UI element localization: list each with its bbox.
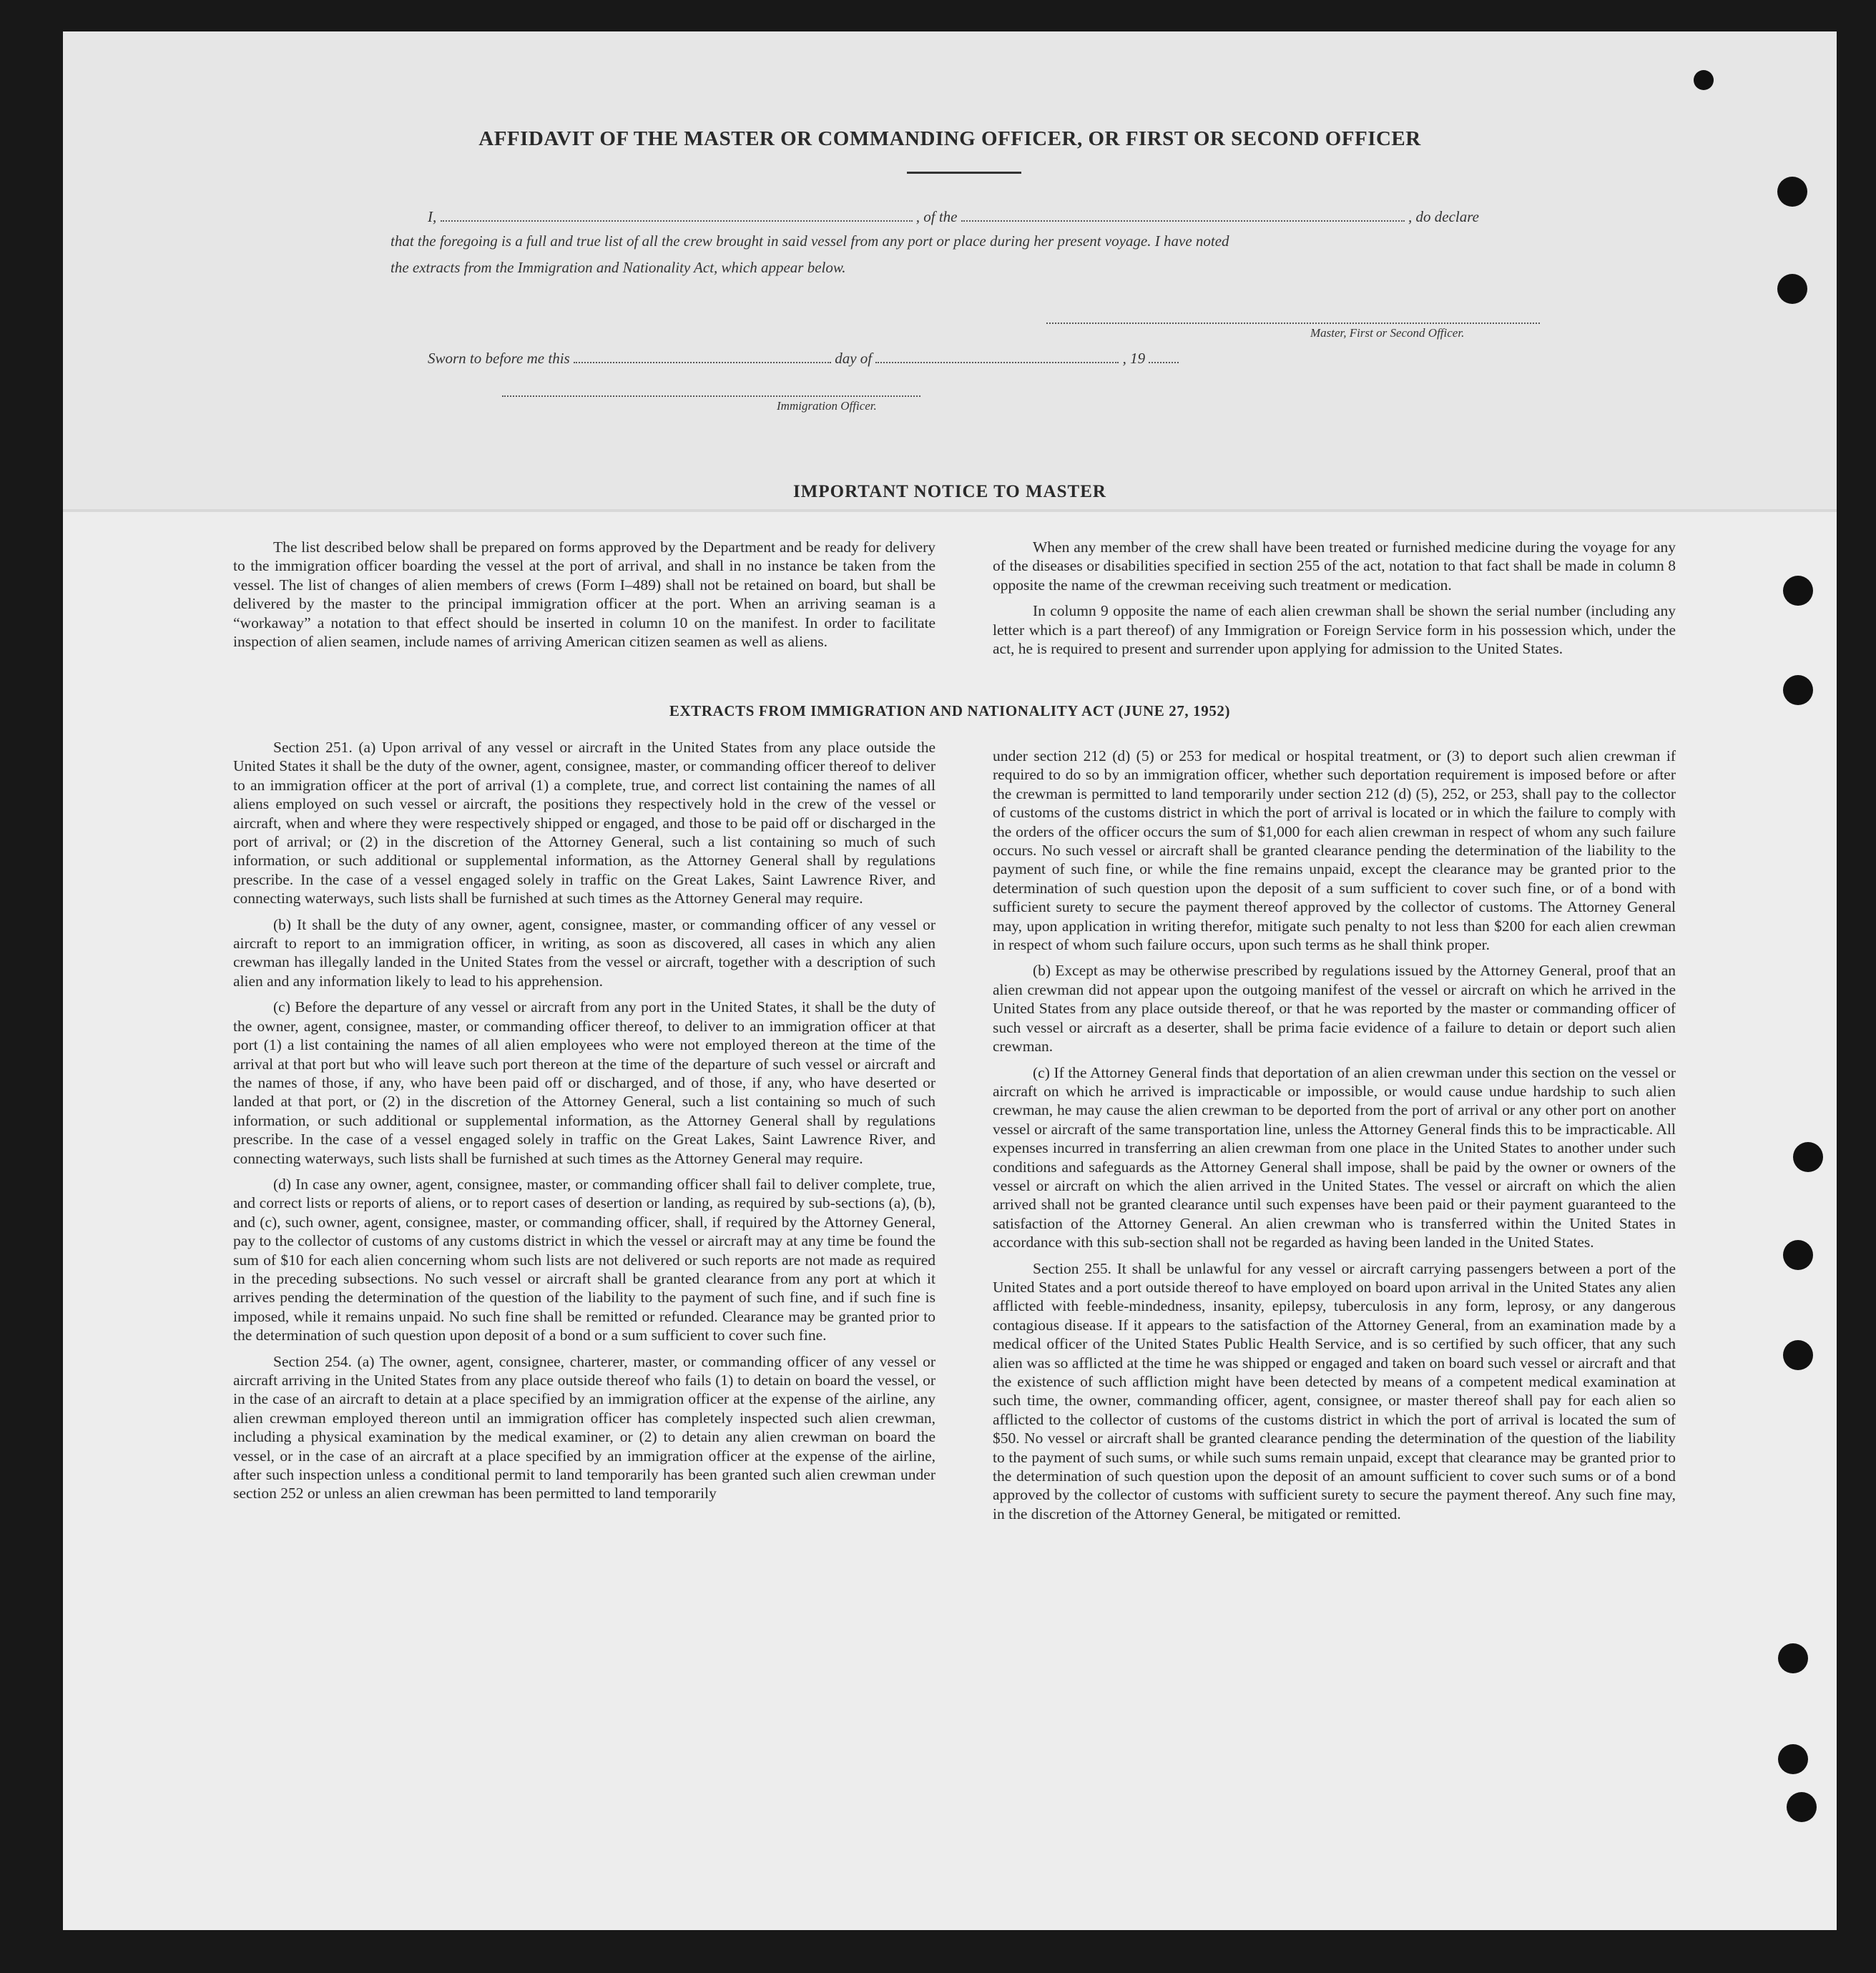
extracts-left-column [233, 738, 935, 1510]
binder-hole-icon [1783, 576, 1813, 606]
affidavit-line-2: that the foregoing is a full and true list of all the crew brought in said vessel from any port or place during her present voyage. I have noted [391, 232, 1229, 250]
sworn-month-field[interactable] [875, 346, 1119, 363]
extract-paragraph: Section 255. It shall be unlawful for any vessel or aircraft carrying passengers between a port of the United States and a port outside thereof to have employed on board upon arrival in the United States any alien afflicted with feeble-mindedness, insanity, epilepsy, tuberculosis in any form, leprosy, or any dangerous contagious disease. If it appears to the satisfaction of the Attorney General, from an examination made by a medical officer of the United States Public Health Service, and is so certified by such officer, that any such alien was so afflicted at the time he was shipped or engaged and taken on board such vessel or aircraft and that the existence of such affliction might have been detected by means of a competent medical examination at such time, the owner, commanding officer, agent, consignee, or master thereof shall pay for each alien so afflicted to the collector of customs of the customs district in which the port of arrival is located the sum of $50. No vessel or aircraft shall be granted clearance pending the determination of the question of the liability to the payment of such sums, or while such sums remain unpaid, except that clearance may be granted prior to the determination of such question upon the deposit of an amount sufficient to cover such sums or of a bond approved by the collector of customs with sufficient surety to secure the payment thereof. Any such fine may, in the discretion of the Attorney General, be mitigated or remitted. [993, 1259, 1676, 1522]
sworn-day-field[interactable] [574, 346, 831, 363]
notice-left-paragraph: The list described below shall be prepared on forms approved by the Department and be ready for delivery to the immigration officer boarding the vessel at the port of arrival, and shall in no instance be taken from the vessel. The list of changes of alien members of crews (Form I–489) shall not be retained on board, but shall be delivered by the master to the principal immigration officer at the port. When an arriving seaman is a “workaway” a notation to that effect should be inserted in column 10 on the manifest. In order to facilitate inspection of alien seamen, include names of arriving American citizen seamen as well as aliens. [233, 538, 935, 651]
notice-left-column [233, 538, 935, 658]
binder-hole-icon [1778, 1643, 1808, 1673]
master-signature-label: Master, First or Second Officer. [1310, 326, 1465, 340]
officer-signature-line[interactable] [502, 395, 920, 397]
extracts-heading: EXTRACTS FROM IMMIGRATION AND NATIONALITY ACT (JUNE 27, 1952) [669, 702, 1231, 719]
binder-hole-icon [1783, 1240, 1813, 1270]
line1-declare: , do declare [1408, 208, 1479, 225]
affidavit-line-1 [428, 205, 1593, 226]
year-text: , 19 [1122, 350, 1146, 367]
name-field[interactable] [441, 205, 913, 222]
sworn-line [428, 346, 1357, 368]
extract-paragraph: Section 251. (a) Upon arrival of any vessel or aircraft in the United States from any place outside the United States it shall be the duty of the owner, agent, consignee, master, or commanding officer thereof to deliver to an immigration officer at the port of arrival (1) a complete, true, and correct list containing the names of all aliens employed on such vessel or aircraft, the positions they respectively hold in the crew of the vessel or aircraft, when and where they were respectively shipped or engaged, and those to be paid off or discharged in the port of arrival; or (2) in the discretion of the Attorney General, such a list containing so much of such information, or such additional or supplemental information, as the Attorney General shall by regulations prescribe. In the case of a vessel engaged solely in traffic on the Great Lakes, Saint Lawrence River, and connecting waterways, such lists shall be furnished at such times as the Attorney General may require. [233, 739, 935, 907]
line1-of-the: , of the [915, 208, 958, 225]
extract-paragraph: (d) In case any owner, agent, consignee, master, or commanding officer shall fail to deliver complete, true, and correct lists or reports of aliens, or to report cases of desertion or landing, as required by sub-sections (a), (b), and (c), such owner, agent, consignee, master, or commanding officer, shall, if required by the Attorney General, pay to the collector of customs of any customs district in which the vessel or aircraft may at any time be found the sum of $10 for each alien concerning whom such lists are not delivered or such reports are not made as required in the preceding subsections. No such vessel or aircraft shall be granted clearance from any port at which it arrives pending the determination of the question of the liability to the payment of such fine, and if such fine is imposed, while it remains unpaid. No such fine shall be remitted or refunded. Clearance may be granted prior to the determination of such question upon deposit of a bond or a sum sufficient to cover such fine. [233, 1175, 935, 1344]
notice-right-paragraph-2: In column 9 opposite the name of each alien crewman shall be shown the serial number (including any letter which is a part thereof) of any Immigration or Foreign Service form in his possession which, under the act, he is required to present and surrender upon applying for admission to the United States. [993, 602, 1676, 658]
extract-paragraph: Section 254. (a) The owner, agent, consignee, charterer, master, or commanding officer of any vessel or aircraft arriving in the United States from any place outside thereof who fails (1) to detain on board the vessel, or in the case of an aircraft to detain at a place specified by an immigration officer at the expense of the airline, any alien crewman employed thereon until an immigration officer has completely inspected such alien crewman, including a physical examination by the medical examiner, or (2) to detain any alien crewman on board the vessel, or in the case of an aircraft at a place specified by an immigration officer at the expense of the airline, after such inspection unless a conditional permit to land temporarily has been granted such alien crewman under section 252 or unless an alien crewman has been permitted to land temporarily [233, 1352, 935, 1502]
extracts-right-column [993, 747, 1676, 1530]
binder-hole-icon [1777, 177, 1807, 207]
binder-hole-icon [1793, 1142, 1823, 1172]
day-of-text: day of [835, 350, 873, 367]
affidavit-line-3: the extracts from the Immigration and Nationality Act, which appear below. [391, 259, 846, 276]
binder-hole-icon [1777, 274, 1807, 304]
binder-hole-icon [1694, 70, 1714, 90]
title-rule [907, 172, 1021, 174]
officer-signature-label: Immigration Officer. [777, 399, 877, 413]
sworn-year-field[interactable] [1149, 346, 1179, 363]
line1-i: I, [428, 208, 437, 225]
extract-paragraph: (c) If the Attorney General finds that deportation of an alien crewman under this section on the vessel or aircraft on which he arrived is impracticable or impossible, or would cause undue hardship to such alien crewman, he may cause the alien crewman to be deported from the port of arrival or any other port on another vessel or aircraft of the same transportation line, unless the Attorney General finds this to be impracticable. All expenses incurred in transferring an alien crewman from one place in the United States to another under such conditions and safeguards as the Attorney General shall impose, shall be paid by the owner or owners of the vessel or aircraft on which the alien arrived in the United States. The vessel or aircraft on which the alien arrived shall not be granted clearance until such expenses have been paid or their payment guaranteed to the satisfaction of the Attorney General. An alien crewman who is transferred within the United States in accordance with this sub-section shall not be regarded as having been landed in the United States. [993, 1063, 1676, 1251]
binder-hole-icon [1783, 1340, 1813, 1370]
binder-hole-icon [1778, 1744, 1808, 1774]
affidavit-title: AFFIDAVIT OF THE MASTER OR COMMANDING OFFICER, OR FIRST OR SECOND OFFICER [478, 127, 1421, 150]
master-signature-line[interactable] [1046, 323, 1540, 324]
notice-heading: IMPORTANT NOTICE TO MASTER [793, 482, 1106, 501]
extract-paragraph: (c) Before the departure of any vessel or aircraft from any port in the United States, it shall be the duty of the owner, agent, consignee, master, or commanding officer thereof, to deliver to an immigration officer at that port (1) a list containing the names of all alien employees who were not employed thereon at the time of the arrival at that port but who will leave such port thereon at the time of the departure of such vessel or aircraft and the names of those, if any, who have been paid off or discharged, and of those, if any, who have deserted or landed at that port, or (2) in the discretion of the Attorney General, such a list containing so much of such information, or such additional or supplemental information, as the Attorney General shall by regulations prescribe. In the case of a vessel engaged solely in traffic on the Great Lakes, Saint Lawrence River, and connecting waterways, such lists shall be furnished at such times as the Attorney General may require. [233, 998, 935, 1167]
page-fold-line [63, 509, 1837, 512]
binder-hole-icon [1787, 1792, 1817, 1822]
extract-paragraph: (b) Except as may be otherwise prescribed by regulations issued by the Attorney General, proof that an alien crewman did not appear upon the outgoing manifest of the vessel or aircraft on which he arrived in the United States from any place outside thereof, or that he was reported by the master or commanding officer of such vessel or aircraft as a deserter, shall be prima facie evidence of a failure to detain or deport such alien crewman. [993, 962, 1676, 1056]
notice-right-paragraph-1: When any member of the crew shall have been treated or furnished medicine during the voyage for any of the diseases or disabilities specified in section 255 of the act, notation to that fact shall be made in column 8 opposite the name of the crewman receiving such treatment or medication. [993, 538, 1676, 594]
sworn-text: Sworn to before me this [428, 350, 570, 367]
document-page [63, 31, 1837, 1930]
notice-right-column [993, 538, 1676, 665]
binder-hole-icon [1783, 675, 1813, 705]
extract-paragraph: (b) It shall be the duty of any owner, agent, consignee, master, or commanding officer of any vessel or aircraft to report to an immigration officer, in writing, as soon as discovered, all cases in which any alien crewman has illegally landed in the United States from the vessel or aircraft, together with a description of such alien and any information likely to lead to his apprehension. [233, 915, 935, 990]
extract-paragraph: under section 212 (d) (5) or 253 for medical or hospital treatment, or (3) to deport such alien crewman if required to do so by an immigration officer, whether such deportation requirement is imposed before or after the crewman is permitted to land temporarily under section 212 (d) (5), 252, or 253, shall pay to the collector of customs of the customs district in which the port of arrival is located or in which the failure to comply with the orders of the officer occurs the sum of $1,000 for each alien crewman in respect of whom any such failure occurs. No such vessel or aircraft shall be granted clearance pending the determination of the liability to the payment of such fine, or while the fine remains unpaid, except the clearance may be granted prior to the determination of such question upon the deposit of a sum sufficient to cover such fine, or of a bond with sufficient surety to secure the payment thereof approved by the collector of customs. The Attorney General may, upon application in writing therefor, mitigate such penalty to not less than $200 for each alien crewman in respect of whom such failure occurs, upon such terms as he shall think proper. [993, 747, 1676, 954]
vessel-field[interactable] [961, 205, 1405, 222]
